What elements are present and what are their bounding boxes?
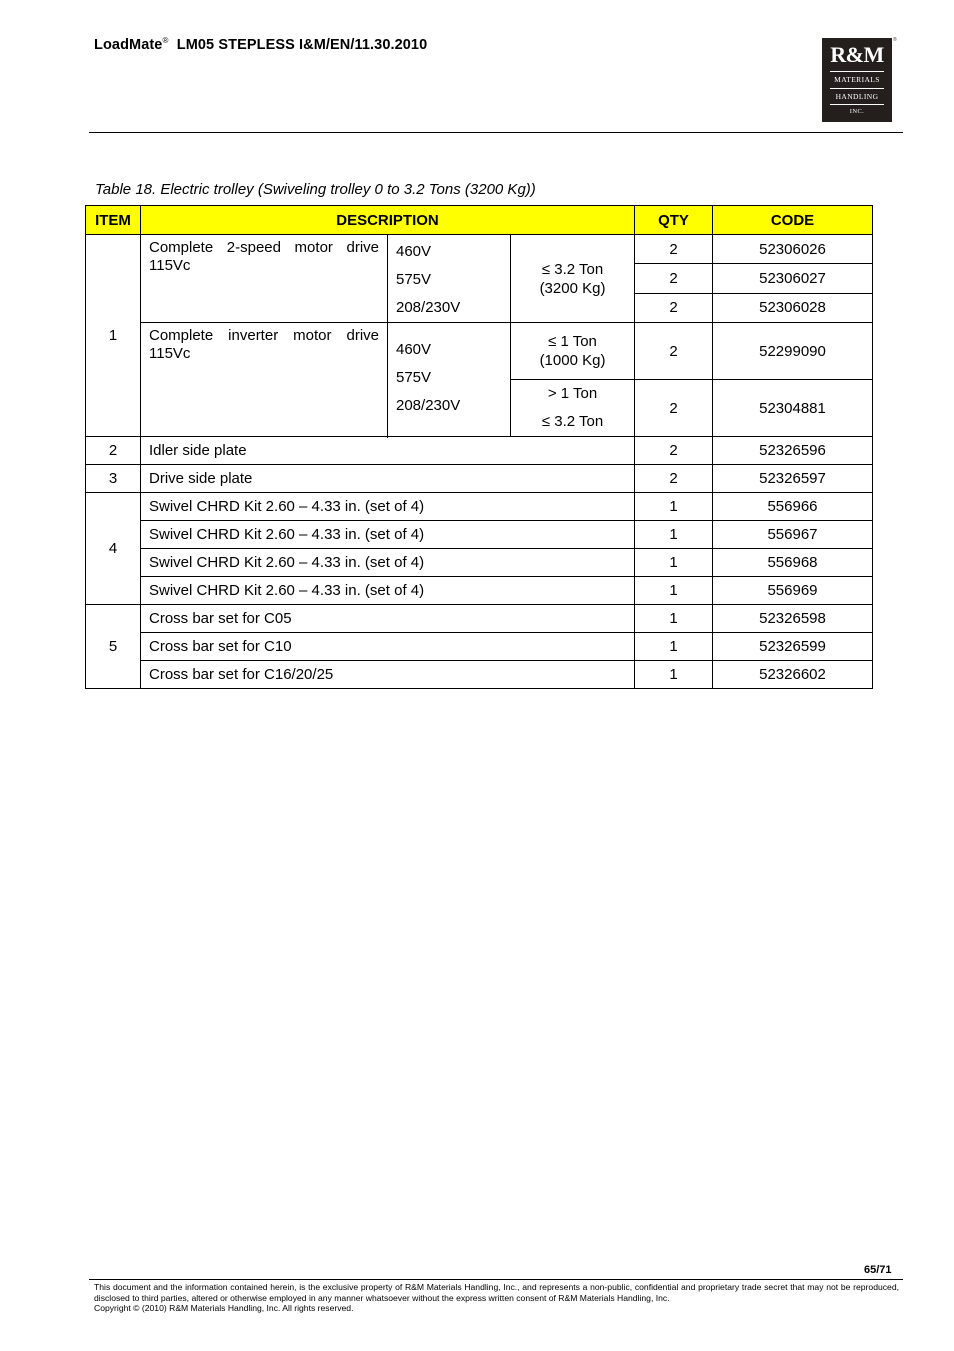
code-cell: 52306026 (713, 235, 873, 264)
item-number: 5 (86, 605, 141, 689)
logo-registered-mark: ® (893, 37, 897, 43)
description-cell: Complete inverter motor drive 115Vc (141, 323, 388, 437)
description-cell: Swivel CHRD Kit 2.60 – 4.33 in. (set of 4) (141, 493, 635, 521)
voltage-cell: 460V 575V 208/230V (388, 235, 511, 323)
qty-cell: 1 (635, 493, 713, 521)
code-cell: 52326597 (713, 465, 873, 493)
footer-divider (89, 1279, 903, 1280)
item-number: 1 (86, 235, 141, 437)
table-row (86, 577, 873, 605)
code-cell: 52326602 (713, 661, 873, 689)
logo-rm: R&M (830, 42, 884, 67)
capacity-cell: ≤ 3.2 Ton (3200 Kg) (511, 235, 635, 323)
qty-cell: 1 (635, 633, 713, 661)
header-code: CODE (713, 206, 873, 235)
footer-notice (94, 1282, 899, 1314)
code-cell: 52306027 (713, 264, 873, 293)
logo-inc: INC. (830, 104, 884, 116)
description-cell: Swivel CHRD Kit 2.60 – 4.33 in. (set of 4) (141, 577, 635, 605)
code-cell: 52299090 (713, 323, 873, 380)
company-logo (822, 38, 892, 122)
qty-cell: 2 (635, 323, 713, 380)
item-number: 2 (86, 437, 141, 465)
header-qty: QTY (635, 206, 713, 235)
document-id: LM05 STEPLESS I&M/EN/11.30.2010 (176, 37, 428, 53)
header-description: DESCRIPTION (141, 206, 635, 235)
code-cell: 52304881 (713, 380, 873, 437)
qty-cell: 1 (635, 577, 713, 605)
code-cell: 556968 (713, 549, 873, 577)
parts-table (85, 205, 873, 689)
code-cell: 556969 (713, 577, 873, 605)
code-cell: 556966 (713, 493, 873, 521)
table-row (86, 605, 873, 633)
header-divider (89, 132, 903, 133)
table-row (86, 323, 873, 380)
item-number: 3 (86, 465, 141, 493)
table-row (86, 661, 873, 689)
table-row (86, 235, 873, 264)
logo-handling: HANDLING (830, 88, 884, 101)
qty-cell: 2 (635, 235, 713, 264)
table-row (86, 549, 873, 577)
description-cell: Cross bar set for C16/20/25 (141, 661, 635, 689)
table-header-row (86, 206, 873, 235)
qty-cell: 1 (635, 605, 713, 633)
registered-mark: ® (162, 36, 169, 45)
description-cell: Drive side plate (141, 465, 635, 493)
header-item: ITEM (86, 206, 141, 235)
qty-cell: 2 (635, 380, 713, 437)
brand-name: LoadMate (94, 37, 163, 53)
table-row (86, 493, 873, 521)
code-cell: 52326596 (713, 437, 873, 465)
qty-cell: 2 (635, 264, 713, 293)
code-cell: 52326598 (713, 605, 873, 633)
qty-cell: 1 (635, 521, 713, 549)
qty-cell: 1 (635, 661, 713, 689)
code-cell: 52326599 (713, 633, 873, 661)
page-number: 65/71 (864, 1264, 892, 1276)
description-cell: Complete 2-speed motor drive 115Vc (141, 235, 388, 323)
description-cell: Idler side plate (141, 437, 635, 465)
qty-cell: 2 (635, 437, 713, 465)
code-cell: 556967 (713, 521, 873, 549)
code-cell: 52306028 (713, 293, 873, 322)
description-cell: Cross bar set for C10 (141, 633, 635, 661)
table-row (86, 437, 873, 465)
table-row (86, 633, 873, 661)
table-caption: Table 18. Electric trolley (Swiveling trolley 0 to 3.2 Tons (3200 Kg)) (95, 181, 536, 198)
item-number: 4 (86, 493, 141, 605)
qty-cell: 2 (635, 465, 713, 493)
qty-cell: 1 (635, 549, 713, 577)
table-row (86, 521, 873, 549)
capacity-cell: > 1 Ton ≤ 3.2 Ton (511, 380, 635, 437)
document-header (94, 36, 427, 53)
qty-cell: 2 (635, 293, 713, 322)
table-row (86, 465, 873, 493)
voltage-cell: 460V 575V 208/230V (388, 323, 511, 437)
logo-materials: MATERIALS (830, 71, 884, 84)
description-cell: Cross bar set for C05 (141, 605, 635, 633)
copyright-notice: Copyright © (2010) R&M Materials Handling, Inc. All rights reserved. (94, 1303, 354, 1313)
description-cell: Swivel CHRD Kit 2.60 – 4.33 in. (set of 4) (141, 549, 635, 577)
capacity-cell: ≤ 1 Ton (1000 Kg) (511, 323, 635, 380)
description-cell: Swivel CHRD Kit 2.60 – 4.33 in. (set of 4) (141, 521, 635, 549)
confidentiality-notice: This document and the information contained herein, is the exclusive property of R&M Materials Handling, Inc., and represents a non-public, confidential and proprietary trade secret that may not be reproduced, disclosed to third parties, altered or otherwise employed in any manner whatsoever without the express written consent of R&M Materials Handling, Inc. (94, 1282, 899, 1303)
